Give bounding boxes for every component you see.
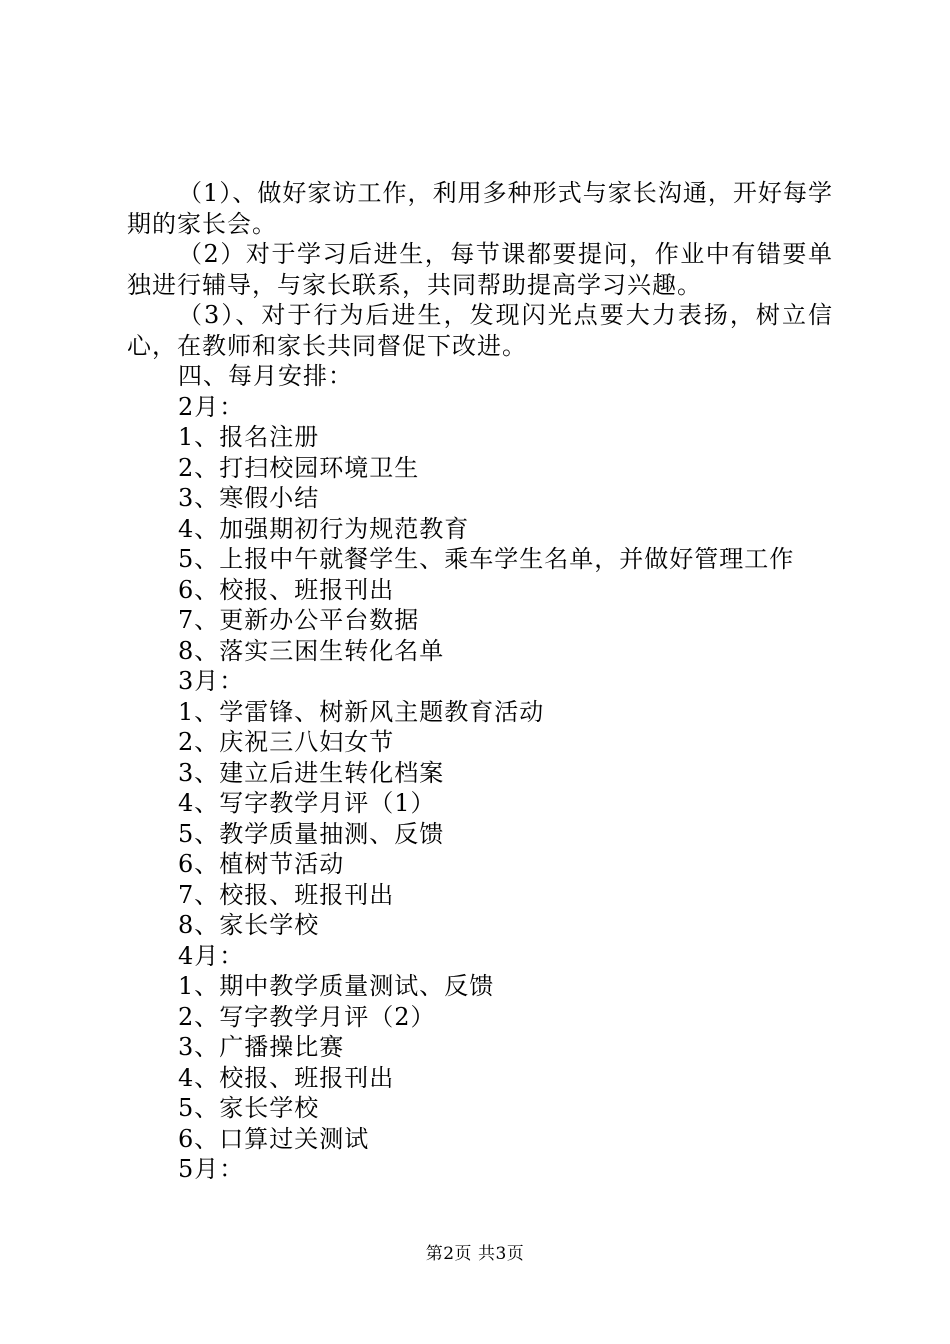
list-item: 3、建立后进生转化档案: [178, 758, 445, 787]
list-item: 5、上报中午就餐学生、乘车学生名单，并做好管理工作: [178, 545, 795, 573]
paragraph-home-visit: （1）、做好家访工作，利用多种形式与家长沟通，开好每学期的家长会。: [127, 179, 833, 238]
list-item: 1、期中教学质量测试、反馈: [178, 972, 495, 1000]
list-item: 2、打扫校园环境卫生: [178, 453, 420, 482]
month-title-may: 5月：: [178, 1155, 245, 1183]
month-title-april: 4月：: [178, 941, 245, 970]
list-item: 4、写字教学月评（1）: [178, 789, 436, 817]
page-footer: 第2页 共3页: [425, 1244, 525, 1264]
list-item: 4、校报、班报刊出: [178, 1063, 395, 1092]
list-item: 2、写字教学月评（2）: [178, 1002, 436, 1031]
section-heading-monthly-plan: 四、每月安排：: [178, 362, 353, 390]
list-item: 8、家长学校: [178, 911, 320, 939]
list-item: 6、校报、班报刊出: [178, 575, 395, 604]
list-item: 3、广播操比赛: [178, 1033, 345, 1061]
paragraph-study-support: （2）对于学习后进生，每节课都要提问，作业中有错要单独进行辅导，与家长联系，共同帮助提高学习兴趣。: [127, 240, 833, 299]
list-item: 7、更新办公平台数据: [178, 606, 420, 634]
document-body: [127, 178, 833, 1185]
month-title-march: 3月：: [178, 667, 245, 695]
list-item: 5、家长学校: [178, 1094, 320, 1122]
list-item: 7、校报、班报刊出: [178, 880, 395, 909]
list-item: 6、口算过关测试: [178, 1124, 370, 1153]
list-item: 3、寒假小结: [178, 484, 320, 512]
list-item: 5、教学质量抽测、反馈: [178, 819, 445, 848]
list-item: 6、植树节活动: [178, 850, 345, 878]
list-item: 2、庆祝三八妇女节: [178, 728, 395, 756]
list-item: 1、报名注册: [178, 423, 320, 451]
month-title-february: 2月：: [178, 392, 245, 421]
list-item: 4、加强期初行为规范教育: [178, 514, 470, 543]
paragraph-behavior-support: （3）、对于行为后进生，发现闪光点要大力表扬，树立信心，在教师和家长共同督促下改进。: [127, 301, 833, 360]
list-item: 1、学雷锋、树新风主题教育活动: [178, 697, 545, 726]
list-item: 8、落实三困生转化名单: [178, 636, 445, 665]
